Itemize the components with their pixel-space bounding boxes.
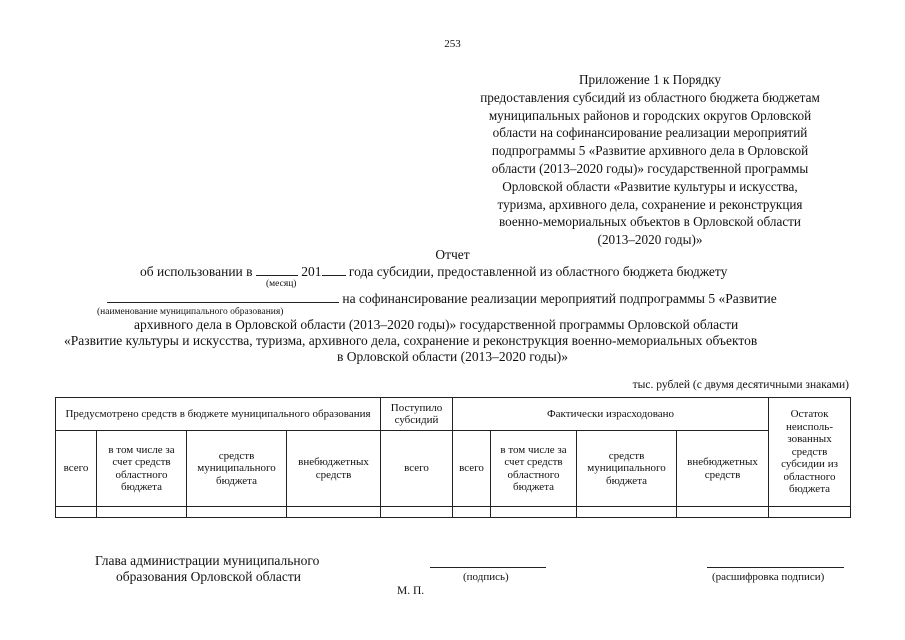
data-cell[interactable] [97,507,187,518]
appendix-line: подпрограммы 5 «Развитие архивного дела в Орловской [491,143,809,159]
report-line-1-year: 201 [301,264,322,279]
signature-label: (подпись) [463,571,509,583]
data-cell[interactable] [677,507,769,518]
data-cell[interactable] [381,507,453,518]
signer-position-line-2: образования Орловской области [116,569,302,584]
month-hint: (месяц) [266,279,297,289]
sub-spent-total: всего [453,431,491,507]
sub-spent-municipal: средств муниципального бюджета [577,431,677,507]
month-blank[interactable] [256,263,298,276]
appendix-heading [440,71,860,249]
report-line-4: «Развитие культуры и искусства, туризма, архивного дела, сохранение и реконструкция военно-мемориальных объектов [64,333,758,348]
year-blank[interactable] [322,263,346,276]
appendix-line: туризма, архивного дела, сохранение и реконструкция [497,196,803,212]
appendix-line: предоставления субсидий из областного бюджета бюджетам [480,89,820,105]
data-cell[interactable] [453,507,491,518]
data-cell[interactable] [287,507,381,518]
appendix-line: области на софинансирование реализации мероприятий [492,125,808,141]
data-cell[interactable] [577,507,677,518]
stamp-place: М. П. [397,585,425,597]
table-row [56,507,851,518]
sub-received-total: всего [381,431,453,507]
report-title: Отчет [435,247,470,262]
signature-decode-line[interactable] [707,567,844,568]
report-line-2 [107,290,777,307]
units-note: тыс. рублей (с двумя десятичными знаками) [632,379,849,391]
sub-planned-municipal: средств муниципального бюджета [187,431,287,507]
appendix-line: муниципальных районов и городских округов Орловской [488,107,812,123]
report-line-1-part1: об использовании в [140,264,253,279]
report-line-2-text: на софинансирование реализации мероприятий подпрограммы 5 «Развитие [342,291,777,306]
sub-planned-regional: в том числе за счет средств областного бюджета [97,431,187,507]
report-table [55,397,851,518]
signature-line[interactable] [430,567,546,568]
sub-spent-extrabudget: внебюджетных средств [677,431,769,507]
report-line-5: в Орловской области (2013–2020 годы)» [337,349,568,364]
municipality-hint: (наименование муниципального образования) [97,307,284,317]
report-line-3: архивного дела в Орловской области (2013–2020 годы)» государственной программы Орловской области [134,317,739,332]
sub-planned-extrabudget: внебюджетных средств [287,431,381,507]
appendix-line: (2013–2020 годы)» [597,232,703,248]
header-remainder: Остаток неисполь-зованных средств субсидии из областного бюджета [769,398,851,507]
header-received: Поступило субсидий [381,398,453,431]
appendix-line: Орловской области «Развитие культуры и искусства, [502,178,798,194]
sub-spent-regional: в том числе за счет средств областного бюджета [491,431,577,507]
header-planned: Предусмотрено средств в бюджете муниципального образования [56,398,381,431]
data-cell[interactable] [187,507,287,518]
report-line-1-part3: года субсидии, предоставленной из областного бюджета бюджету [348,264,728,279]
page-number: 253 [444,38,461,50]
data-cell[interactable] [769,507,851,518]
sub-planned-total: всего [56,431,97,507]
data-cell[interactable] [56,507,97,518]
data-cell[interactable] [491,507,577,518]
appendix-line: области (2013–2020 годы)» государственной программы [491,160,809,176]
appendix-line: военно-мемориальных объектов в Орловской области [498,214,801,230]
municipality-blank[interactable] [107,290,339,303]
appendix-line: Приложение 1 к Порядку [579,72,721,87]
header-spent: Фактически израсходовано [453,398,769,431]
signer-position-line-1: Глава администрации муниципального [95,553,320,568]
signature-decode-label: (расшифровка подписи) [712,571,825,583]
report-line-1 [140,263,727,280]
